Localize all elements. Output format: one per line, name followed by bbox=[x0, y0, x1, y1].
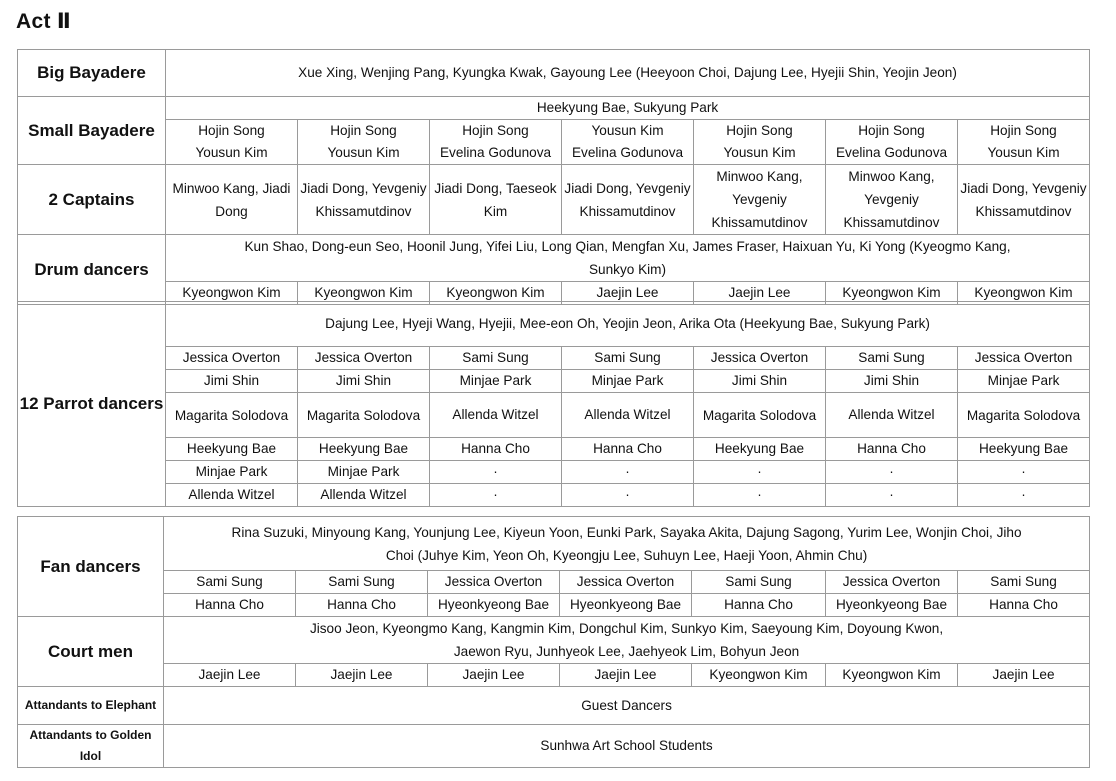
golden-idol-cast: Sunhwa Art School Students bbox=[164, 725, 1090, 768]
cast-cell: Hojin Song bbox=[166, 120, 298, 143]
court-men-shared-row bbox=[18, 617, 1090, 664]
parrot-dancers-label: 12 Parrot dancers bbox=[18, 302, 166, 507]
cast-cell: Jessica Overton bbox=[560, 571, 692, 594]
fan-dancers-row-2 bbox=[18, 594, 1090, 617]
cast-cell: Kyeongwon Kim bbox=[826, 282, 958, 305]
elephant-row bbox=[18, 687, 1090, 725]
drum-dancers-label: Drum dancers bbox=[18, 235, 166, 305]
cast-cell: · bbox=[562, 461, 694, 484]
cast-cell: Hanna Cho bbox=[430, 438, 562, 461]
elephant-cast: Guest Dancers bbox=[164, 687, 1090, 725]
court-men-label: Court men bbox=[18, 617, 164, 687]
cast-cell: Sami Sung bbox=[430, 347, 562, 370]
drum-dancers-shared: Kun Shao, Dong-eun Seo, Hoonil Jung, Yifei Liu, Long Qian, Mengfan Xu, James Fraser, Haixuan Yu, Ki Yong (Kyeogmo Kang, Sunkyo Kim) bbox=[166, 235, 1090, 282]
cast-cell: Hyeonkyeong Bae bbox=[428, 594, 560, 617]
cast-cell: Jaejin Lee bbox=[164, 664, 296, 687]
cast-cell: Sami Sung bbox=[958, 571, 1090, 594]
cast-cell: Kyeongwon Kim bbox=[826, 664, 958, 687]
cast-cell: Hojin Song bbox=[298, 120, 430, 143]
cast-cell: Jessica Overton bbox=[428, 571, 560, 594]
cast-table-block-3 bbox=[17, 516, 1090, 768]
cast-cell: Allenda Witzel bbox=[826, 393, 958, 438]
golden-idol-label: Attandants to Golden Idol bbox=[18, 725, 164, 768]
cast-cell: Magarita Solodova bbox=[298, 393, 430, 438]
act-title: Act Ⅱ bbox=[16, 10, 72, 33]
golden-idol-row bbox=[18, 725, 1090, 768]
cast-cell: Jimi Shin bbox=[694, 370, 826, 393]
cast-cell: Heekyung Bae bbox=[298, 438, 430, 461]
cast-cell: Minjae Park bbox=[298, 461, 430, 484]
cast-cell: Sami Sung bbox=[164, 571, 296, 594]
cast-cell: Jimi Shin bbox=[166, 370, 298, 393]
elephant-label: Attandants to Elephant bbox=[18, 687, 164, 725]
cast-cell: Hojin Song bbox=[694, 120, 826, 143]
cast-cell: · bbox=[430, 461, 562, 484]
big-bayadere-label: Big Bayadere bbox=[18, 50, 166, 97]
cast-cell: Kyeongwon Kim bbox=[166, 282, 298, 305]
cast-cell: Magarita Solodova bbox=[694, 393, 826, 438]
cast-cell: Jiadi Dong, Yevgeniy Khissamutdinov bbox=[298, 165, 430, 235]
parrot-row-6 bbox=[18, 484, 1090, 507]
cast-cell: · bbox=[958, 484, 1090, 507]
cast-table-block-1 bbox=[17, 49, 1090, 305]
cast-cell: Evelina Godunova bbox=[430, 142, 562, 165]
cast-cell: Jimi Shin bbox=[826, 370, 958, 393]
cast-cell: Jimi Shin bbox=[298, 370, 430, 393]
cast-cell: Sami Sung bbox=[296, 571, 428, 594]
fan-dancers-shared-row bbox=[18, 517, 1090, 571]
cast-cell: Magarita Solodova bbox=[958, 393, 1090, 438]
captains-row bbox=[18, 165, 1090, 235]
cast-cell: Jessica Overton bbox=[694, 347, 826, 370]
cast-cell: Minjae Park bbox=[958, 370, 1090, 393]
fan-dancers-row-1 bbox=[18, 571, 1090, 594]
cast-cell: Yousun Kim bbox=[562, 120, 694, 143]
cast-cell: · bbox=[826, 484, 958, 507]
cast-cell: Minwoo Kang, Yevgeniy Khissamutdinov bbox=[826, 165, 958, 235]
cast-cell: Minjae Park bbox=[430, 370, 562, 393]
cast-cell: Allenda Witzel bbox=[562, 393, 694, 438]
cast-cell: Minjae Park bbox=[562, 370, 694, 393]
parrot-row-4 bbox=[18, 438, 1090, 461]
cast-cell: Sami Sung bbox=[562, 347, 694, 370]
small-bayadere-row-2 bbox=[18, 142, 1090, 165]
parrot-row-1 bbox=[18, 347, 1090, 370]
cast-cell: Kyeongwon Kim bbox=[692, 664, 826, 687]
parrot-row-3 bbox=[18, 393, 1090, 438]
cast-table-block-2 bbox=[17, 301, 1090, 507]
big-bayadere-cast: Xue Xing, Wenjing Pang, Kyungka Kwak, Gayoung Lee (Heeyoon Choi, Dajung Lee, Hyejii Shin, Yeojin Jeon) bbox=[166, 50, 1090, 97]
cast-cell: Jaejin Lee bbox=[562, 282, 694, 305]
cast-cell: Heekyung Bae bbox=[166, 438, 298, 461]
cast-cell: · bbox=[562, 484, 694, 507]
cast-cell: Hanna Cho bbox=[296, 594, 428, 617]
cast-cell: Allenda Witzel bbox=[430, 393, 562, 438]
fan-dancers-shared: Rina Suzuki, Minyoung Kang, Younjung Lee, Kiyeun Yoon, Eunki Park, Sayaka Akita, Dajung Sagong, Yurim Lee, Wonjin Choi, Jiho Choi (Juhye Kim, Yeon Oh, Kyeongju Lee, Suhuyn Lee, Haeji Yoon, Ahmin Chu) bbox=[164, 517, 1090, 571]
cast-cell: Hanna Cho bbox=[958, 594, 1090, 617]
captains-label: 2 Captains bbox=[18, 165, 166, 235]
parrot-shared-row bbox=[18, 302, 1090, 347]
parrot-dancers-shared: Dajung Lee, Hyeji Wang, Hyejii, Mee-eon Oh, Yeojin Jeon, Arika Ota (Heekyung Bae, Sukyung Park) bbox=[166, 302, 1090, 347]
cast-cell: Hanna Cho bbox=[692, 594, 826, 617]
cast-cell: Kyeongwon Kim bbox=[430, 282, 562, 305]
drum-dancers-shared-row bbox=[18, 235, 1090, 282]
cast-cell: Kyeongwon Kim bbox=[298, 282, 430, 305]
cast-cell: Hyeonkyeong Bae bbox=[826, 594, 958, 617]
cast-cell: Heekyung Bae bbox=[958, 438, 1090, 461]
cast-cell: Hanna Cho bbox=[562, 438, 694, 461]
cast-cell: Hojin Song bbox=[430, 120, 562, 143]
cast-cell: Minwoo Kang, Jiadi Dong bbox=[166, 165, 298, 235]
cast-cell: Hanna Cho bbox=[826, 438, 958, 461]
cast-cell: Hyeonkyeong Bae bbox=[560, 594, 692, 617]
cast-cell: Jaejin Lee bbox=[296, 664, 428, 687]
cast-cell: · bbox=[958, 461, 1090, 484]
cast-cell: Minjae Park bbox=[166, 461, 298, 484]
parrot-row-5 bbox=[18, 461, 1090, 484]
cast-cell: Jaejin Lee bbox=[694, 282, 826, 305]
cast-cell: Jessica Overton bbox=[826, 571, 958, 594]
cast-cell: Kyeongwon Kim bbox=[958, 282, 1090, 305]
cast-cell: Allenda Witzel bbox=[298, 484, 430, 507]
cast-cell: Allenda Witzel bbox=[166, 484, 298, 507]
court-men-shared: Jisoo Jeon, Kyeongmo Kang, Kangmin Kim, Dongchul Kim, Sunkyo Kim, Saeyoung Kim, Doyoung Kwon, Jaewon Ryu, Junhyeok Lee, Jaehyeok Lim, Bohyun Jeon bbox=[164, 617, 1090, 664]
small-bayadere-shared: Heekyung Bae, Sukyung Park bbox=[166, 97, 1090, 120]
cast-cell: Jaejin Lee bbox=[428, 664, 560, 687]
parrot-row-2 bbox=[18, 370, 1090, 393]
cast-cell: Hojin Song bbox=[826, 120, 958, 143]
cast-cell: Jaejin Lee bbox=[958, 664, 1090, 687]
cast-cell: Yousun Kim bbox=[694, 142, 826, 165]
cast-cell: · bbox=[826, 461, 958, 484]
cast-cell: Yousun Kim bbox=[298, 142, 430, 165]
cast-cell: Jessica Overton bbox=[298, 347, 430, 370]
court-men-row bbox=[18, 664, 1090, 687]
fan-dancers-label: Fan dancers bbox=[18, 517, 164, 617]
cast-cell: · bbox=[430, 484, 562, 507]
cast-cell: Jiadi Dong, Taeseok Kim bbox=[430, 165, 562, 235]
cast-cell: Yousun Kim bbox=[958, 142, 1090, 165]
small-bayadere-label: Small Bayadere bbox=[18, 97, 166, 165]
cast-cell: Heekyung Bae bbox=[694, 438, 826, 461]
cast-cell: Magarita Solodova bbox=[166, 393, 298, 438]
big-bayadere-row bbox=[18, 50, 1090, 97]
cast-cell: Evelina Godunova bbox=[826, 142, 958, 165]
cast-cell: · bbox=[694, 461, 826, 484]
cast-cell: Sami Sung bbox=[692, 571, 826, 594]
cast-cell: Jessica Overton bbox=[958, 347, 1090, 370]
cast-cell: Evelina Godunova bbox=[562, 142, 694, 165]
cast-cell: Hanna Cho bbox=[164, 594, 296, 617]
cast-cell: · bbox=[694, 484, 826, 507]
small-bayadere-shared-row bbox=[18, 97, 1090, 120]
cast-cell: Jiadi Dong, Yevgeniy Khissamutdinov bbox=[562, 165, 694, 235]
cast-cell: Minwoo Kang, Yevgeniy Khissamutdinov bbox=[694, 165, 826, 235]
cast-cell: Jessica Overton bbox=[166, 347, 298, 370]
cast-cell: Jaejin Lee bbox=[560, 664, 692, 687]
cast-cell: Hojin Song bbox=[958, 120, 1090, 143]
small-bayadere-row-1 bbox=[18, 120, 1090, 143]
cast-cell: Jiadi Dong, Yevgeniy Khissamutdinov bbox=[958, 165, 1090, 235]
cast-cell: Yousun Kim bbox=[166, 142, 298, 165]
cast-cell: Sami Sung bbox=[826, 347, 958, 370]
